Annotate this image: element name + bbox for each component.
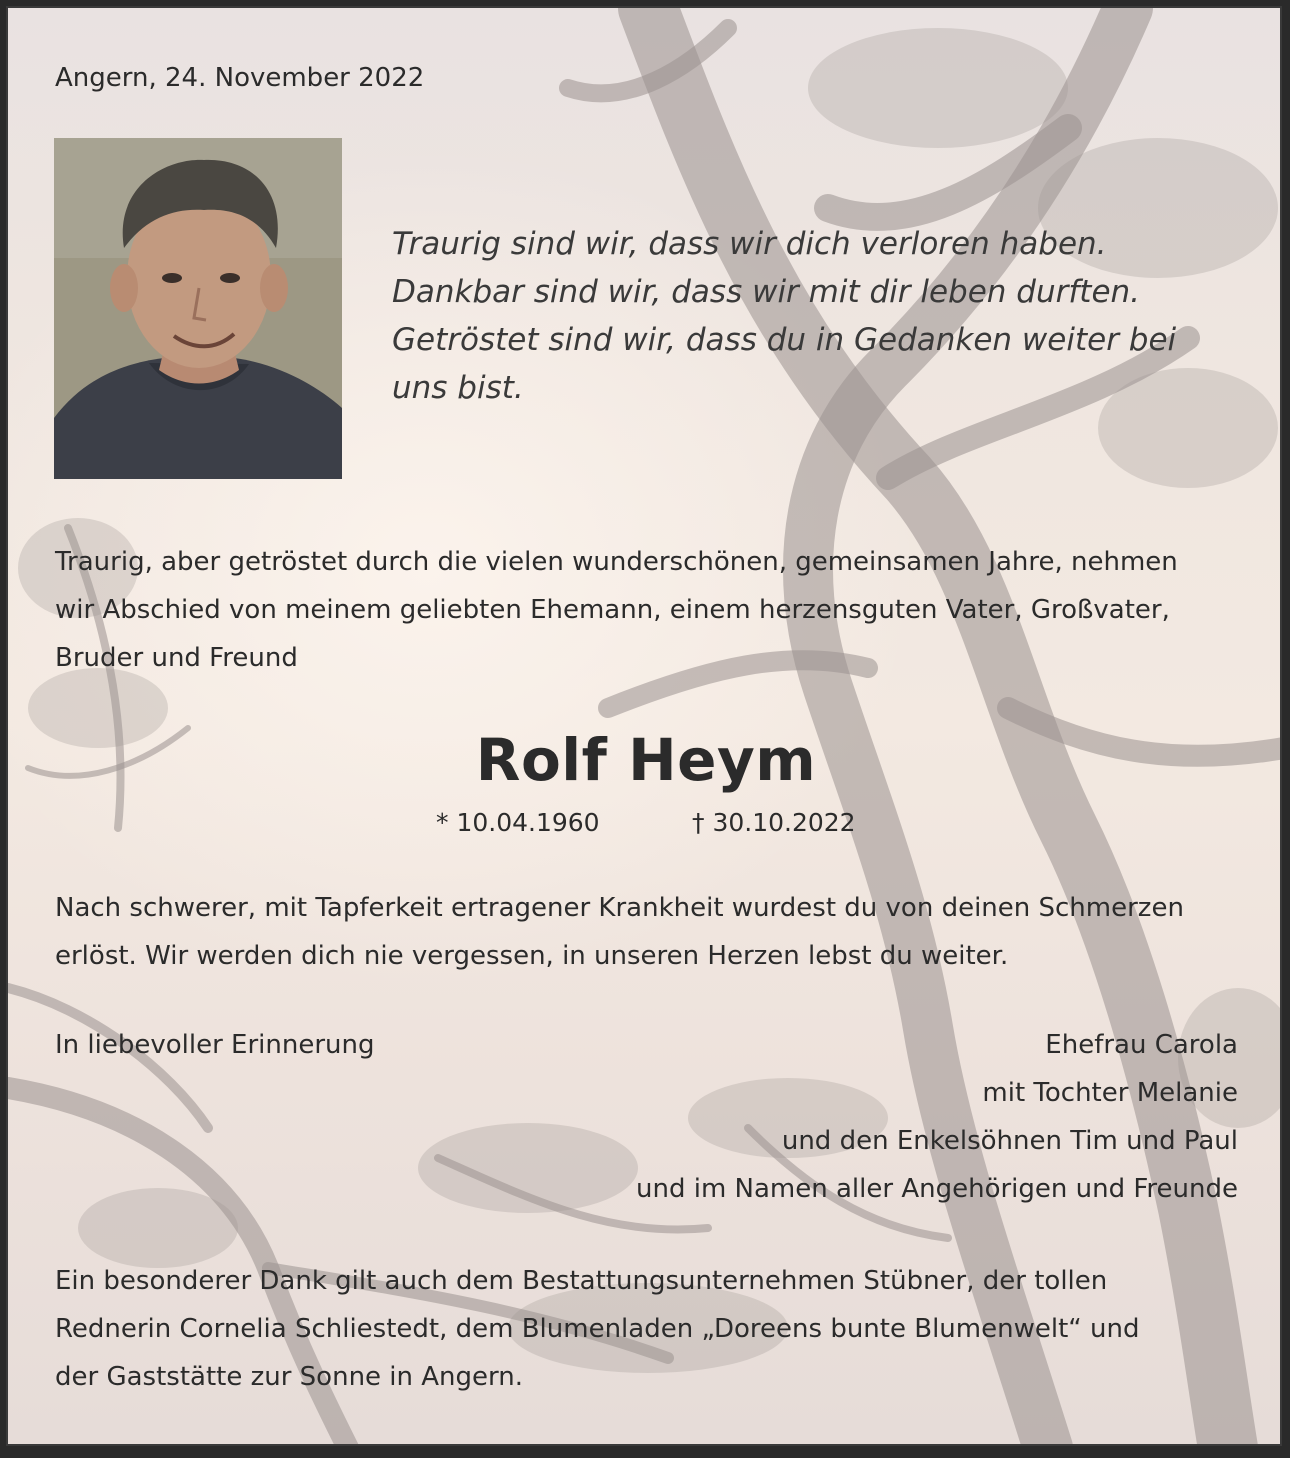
thanks-line: Rednerin Cornelia Schliestedt, dem Blumenladen „Doreens bunte Blumenwelt“ und [55,1314,1140,1344]
thanks-text [55,1257,1139,1401]
thanks-line: der Gaststätte zur Sonne in Angern. [55,1362,524,1392]
mourner-line: mit Tochter Melanie [982,1078,1238,1108]
mourner-line: Ehefrau Carola [1045,1030,1238,1060]
person-photo-icon [54,138,342,479]
deceased-name: Rolf Heym [475,726,817,794]
obituary-notice [6,6,1282,1446]
death-date: † 30.10.2022 [692,808,856,837]
birth-date: * 10.04.1960 [436,808,600,837]
mourners-list [636,1021,1238,1213]
mourner-line: und im Namen aller Angehörigen und Freunde [636,1174,1238,1204]
illness-line: erlöst. Wir werden dich nie vergessen, in unseren Herzen lebst du weiter. [55,941,1009,971]
place-date: Angern, 24. November 2022 [55,63,425,93]
intro-line: wir Abschied von meinem geliebten Ehemann, einem herzensguten Vater, Großvater, [55,595,1170,625]
quote-line: Dankbar sind wir, dass wir mit dir leben durften. [392,274,1141,310]
memorial-quote [392,220,1252,412]
thanks-line: Ein besonderer Dank gilt auch dem Bestattungsunternehmen Stübner, der tollen [55,1266,1108,1296]
intro-line: Bruder und Freund [55,643,298,673]
memory-label: In liebevoller Erinnerung [55,1030,375,1060]
quote-line: Traurig sind wir, dass wir dich verloren haben. [392,226,1107,262]
illness-line: Nach schwerer, mit Tapferkeit ertragener Krankheit wurdest du von deinen Schmerzen [55,893,1184,923]
portrait-photo [54,138,342,479]
mourner-line: und den Enkelsöhnen Tim und Paul [781,1126,1238,1156]
quote-line: uns bist. [392,370,524,406]
intro-line: Traurig, aber getröstet durch die vielen wunderschönen, gemeinsamen Jahre, nehmen [55,547,1178,577]
farewell-intro-text [55,538,1178,682]
quote-line: Getröstet sind wir, dass du in Gedanken weiter bei [392,322,1177,358]
illness-text [55,884,1184,980]
